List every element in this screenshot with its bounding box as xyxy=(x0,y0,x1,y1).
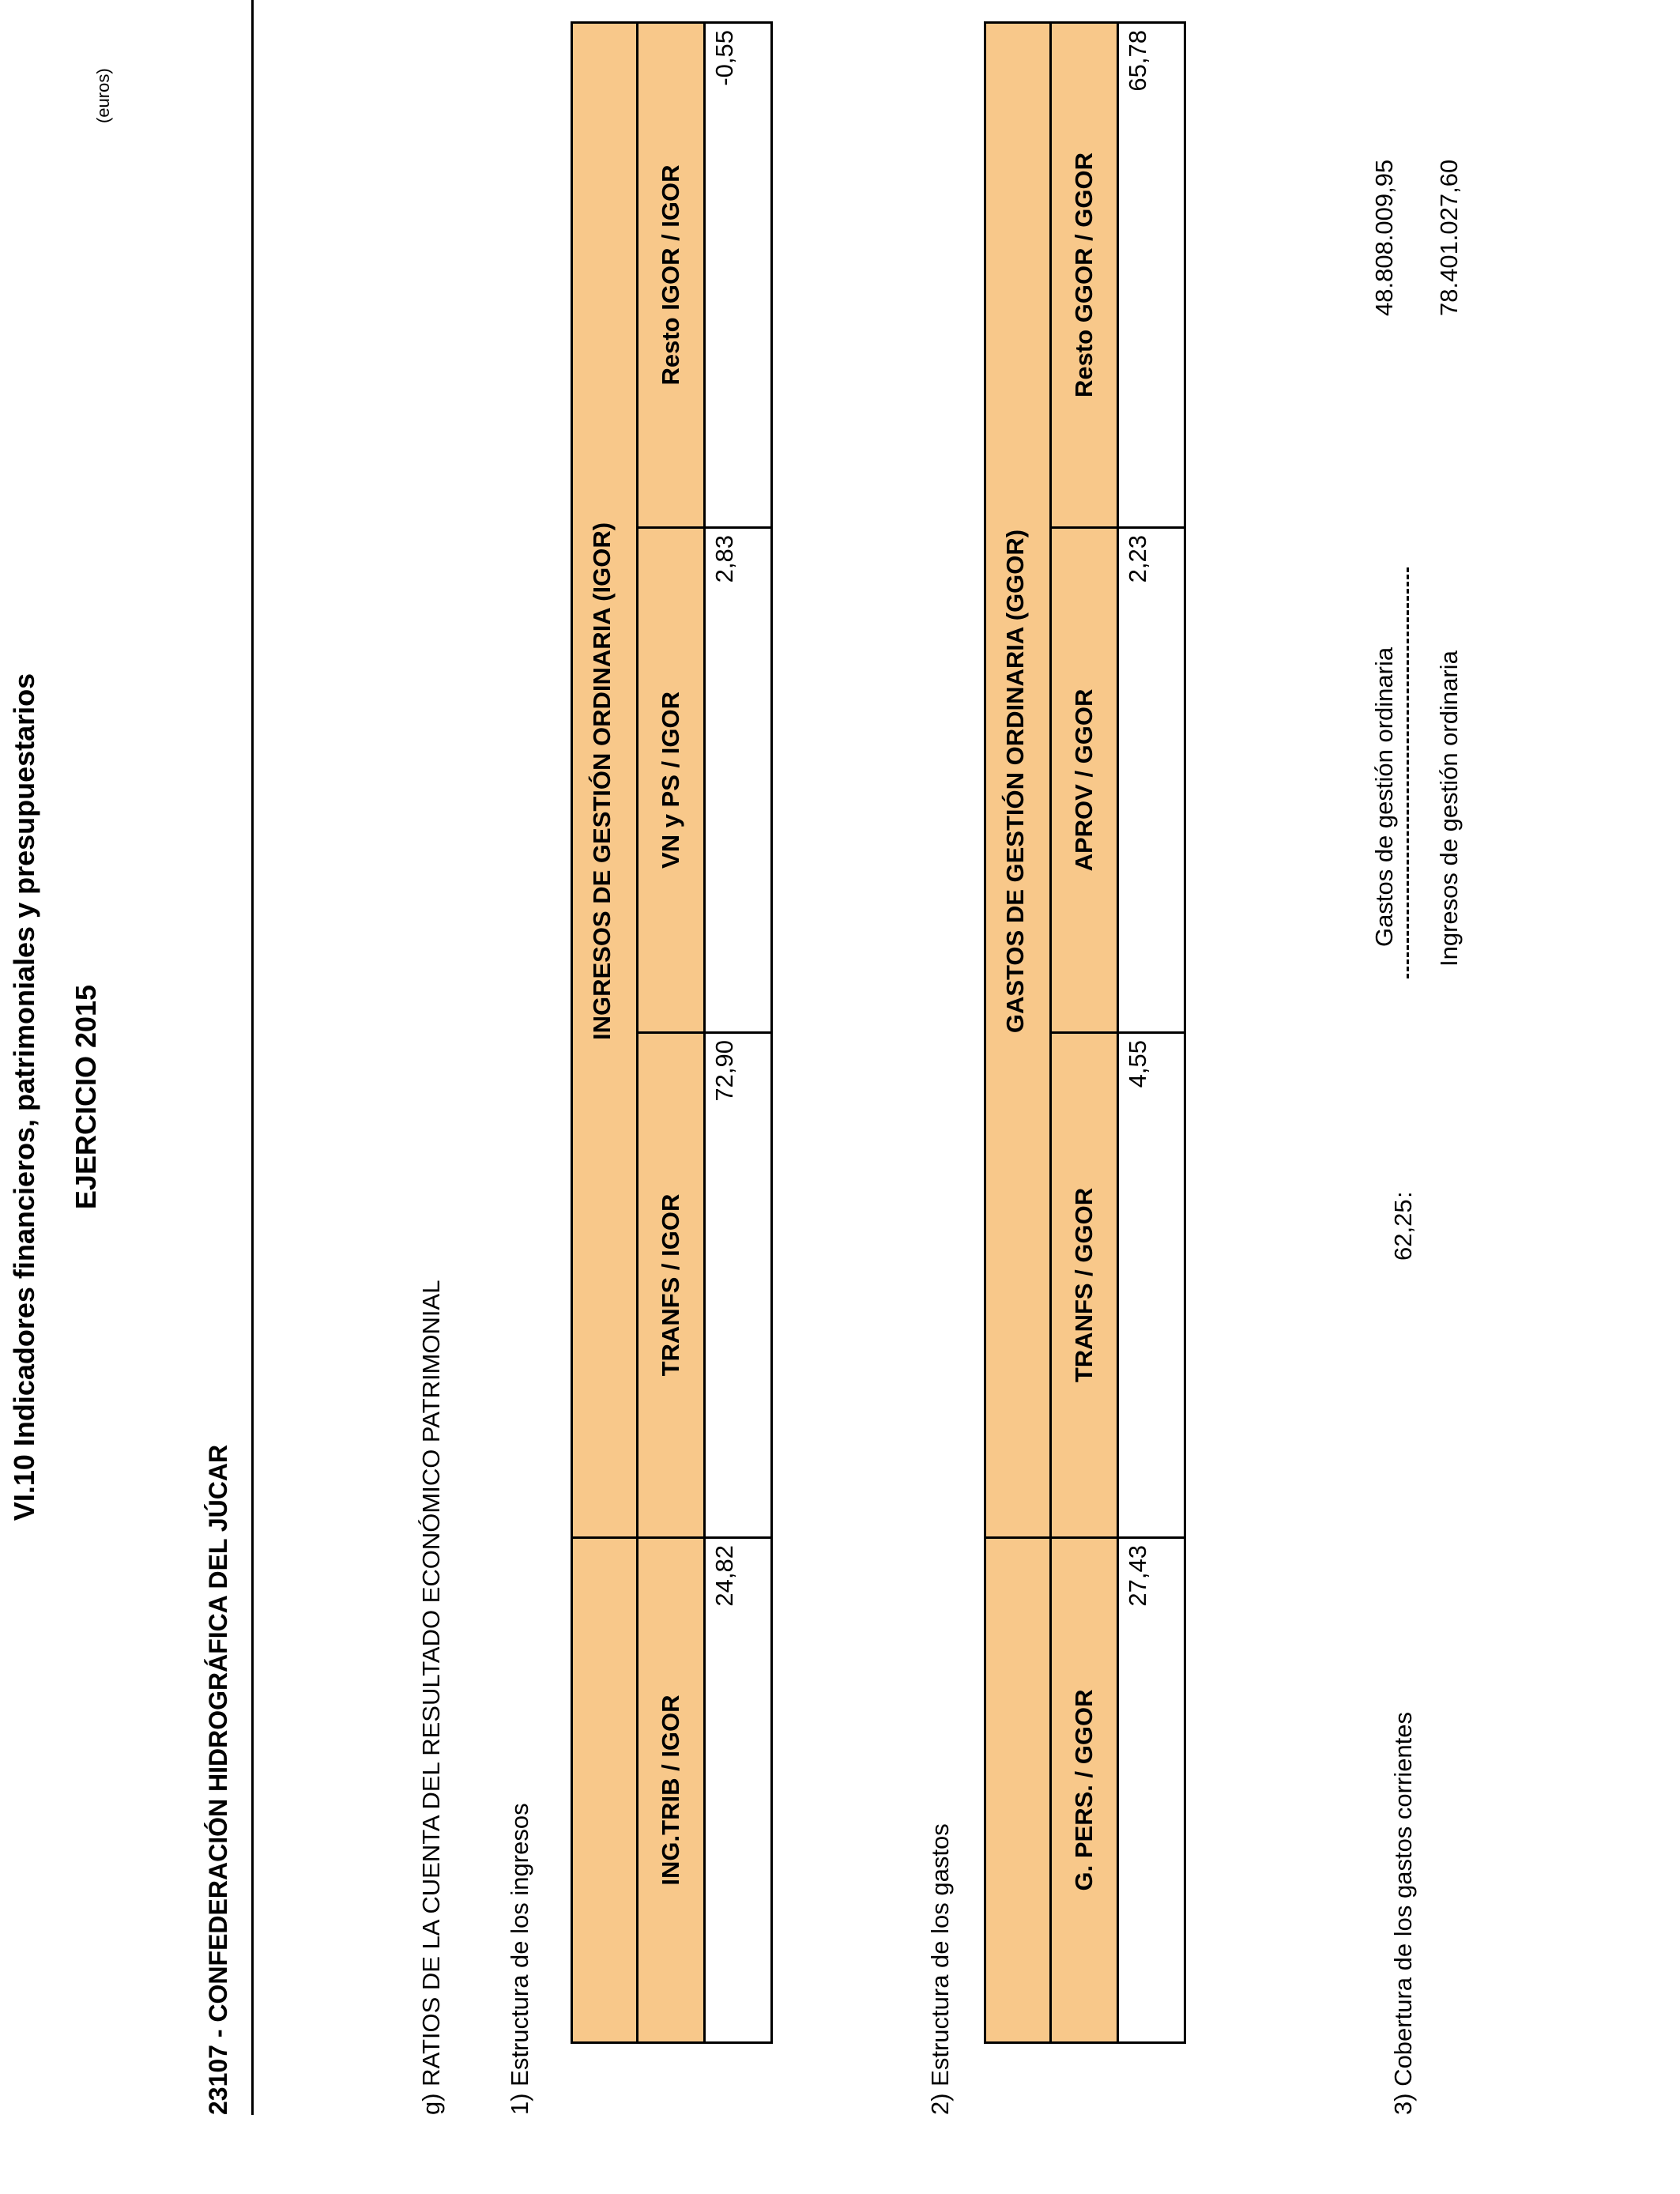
gastos-group-header-blank xyxy=(985,1538,1051,2043)
column-header: TRANFS / GGOR xyxy=(1051,1033,1118,1538)
value-cell: -0,55 xyxy=(705,23,772,528)
value-cell: 24,82 xyxy=(705,1538,772,2043)
cobertura-denominator-label: Ingresos de gestión ordinaria xyxy=(1435,650,1463,967)
gastos-label: 2) Estructura de los gastos xyxy=(926,1823,954,2115)
value-cell: 65,78 xyxy=(1118,23,1185,528)
cobertura-numerator-label: Gastos de gestión ordinaria xyxy=(1370,647,1398,947)
value-cell: 2,23 xyxy=(1118,528,1185,1033)
section-title: g) RATIOS DE LA CUENTA DEL RESULTADO ECONÓMICO PATRIMONIAL xyxy=(417,1280,445,2115)
gastos-group-title: GASTOS DE GESTIÓN ORDINARIA (GGOR) xyxy=(1001,529,1029,1034)
ingresos-label: 1) Estructura de los ingresos xyxy=(506,1803,533,2115)
gastos-value-row xyxy=(1118,23,1185,2043)
entity-name: 23107 - CONFEDERACIÓN HIDROGRÁFICA DEL JÚCAR xyxy=(204,1444,232,2115)
value-cell: 27,43 xyxy=(1118,1538,1185,2043)
value-cell: 4,55 xyxy=(1118,1033,1185,1538)
column-header: VN y PS / IGOR xyxy=(638,528,705,1033)
column-header: TRANFS / IGOR xyxy=(638,1033,705,1538)
cobertura-separator: : xyxy=(1389,1191,1417,1198)
cobertura-numerator-value: 48.808.009,95 xyxy=(1370,159,1398,316)
column-header: APROV / GGOR xyxy=(1051,528,1118,1033)
column-header: ING.TRIB / IGOR xyxy=(638,1538,705,2043)
cobertura-label: 3) Cobertura de los gastos corrientes xyxy=(1389,1711,1417,2115)
header-rule xyxy=(251,0,254,2115)
gastos-header-row xyxy=(1051,23,1118,2043)
ingresos-value-row xyxy=(705,23,772,2043)
ingresos-group-title: INGRESOS DE GESTIÓN ORDINARIA (IGOR) xyxy=(588,522,616,1041)
page-title: VI.10 Indicadores financieros, patrimoniales y presupuestarios xyxy=(8,673,40,1521)
value-cell: 2,83 xyxy=(705,528,772,1033)
cobertura-denominator-value: 78.401.027,60 xyxy=(1435,159,1463,316)
value-cell: 72,90 xyxy=(705,1033,772,1538)
cobertura-value: 62,25 xyxy=(1389,1199,1417,1261)
currency-unit: (euros) xyxy=(93,68,113,123)
cobertura-fraction-line xyxy=(1407,567,1409,978)
column-header: Resto IGOR / IGOR xyxy=(638,23,705,528)
column-header: G. PERS. / GGOR xyxy=(1051,1538,1118,2043)
exercise-title: EJERCICIO 2015 xyxy=(70,984,102,1210)
ingresos-header-row xyxy=(638,23,705,2043)
ingresos-group-header-blank xyxy=(572,1538,638,2043)
column-header: Resto GGOR / GGOR xyxy=(1051,23,1118,528)
